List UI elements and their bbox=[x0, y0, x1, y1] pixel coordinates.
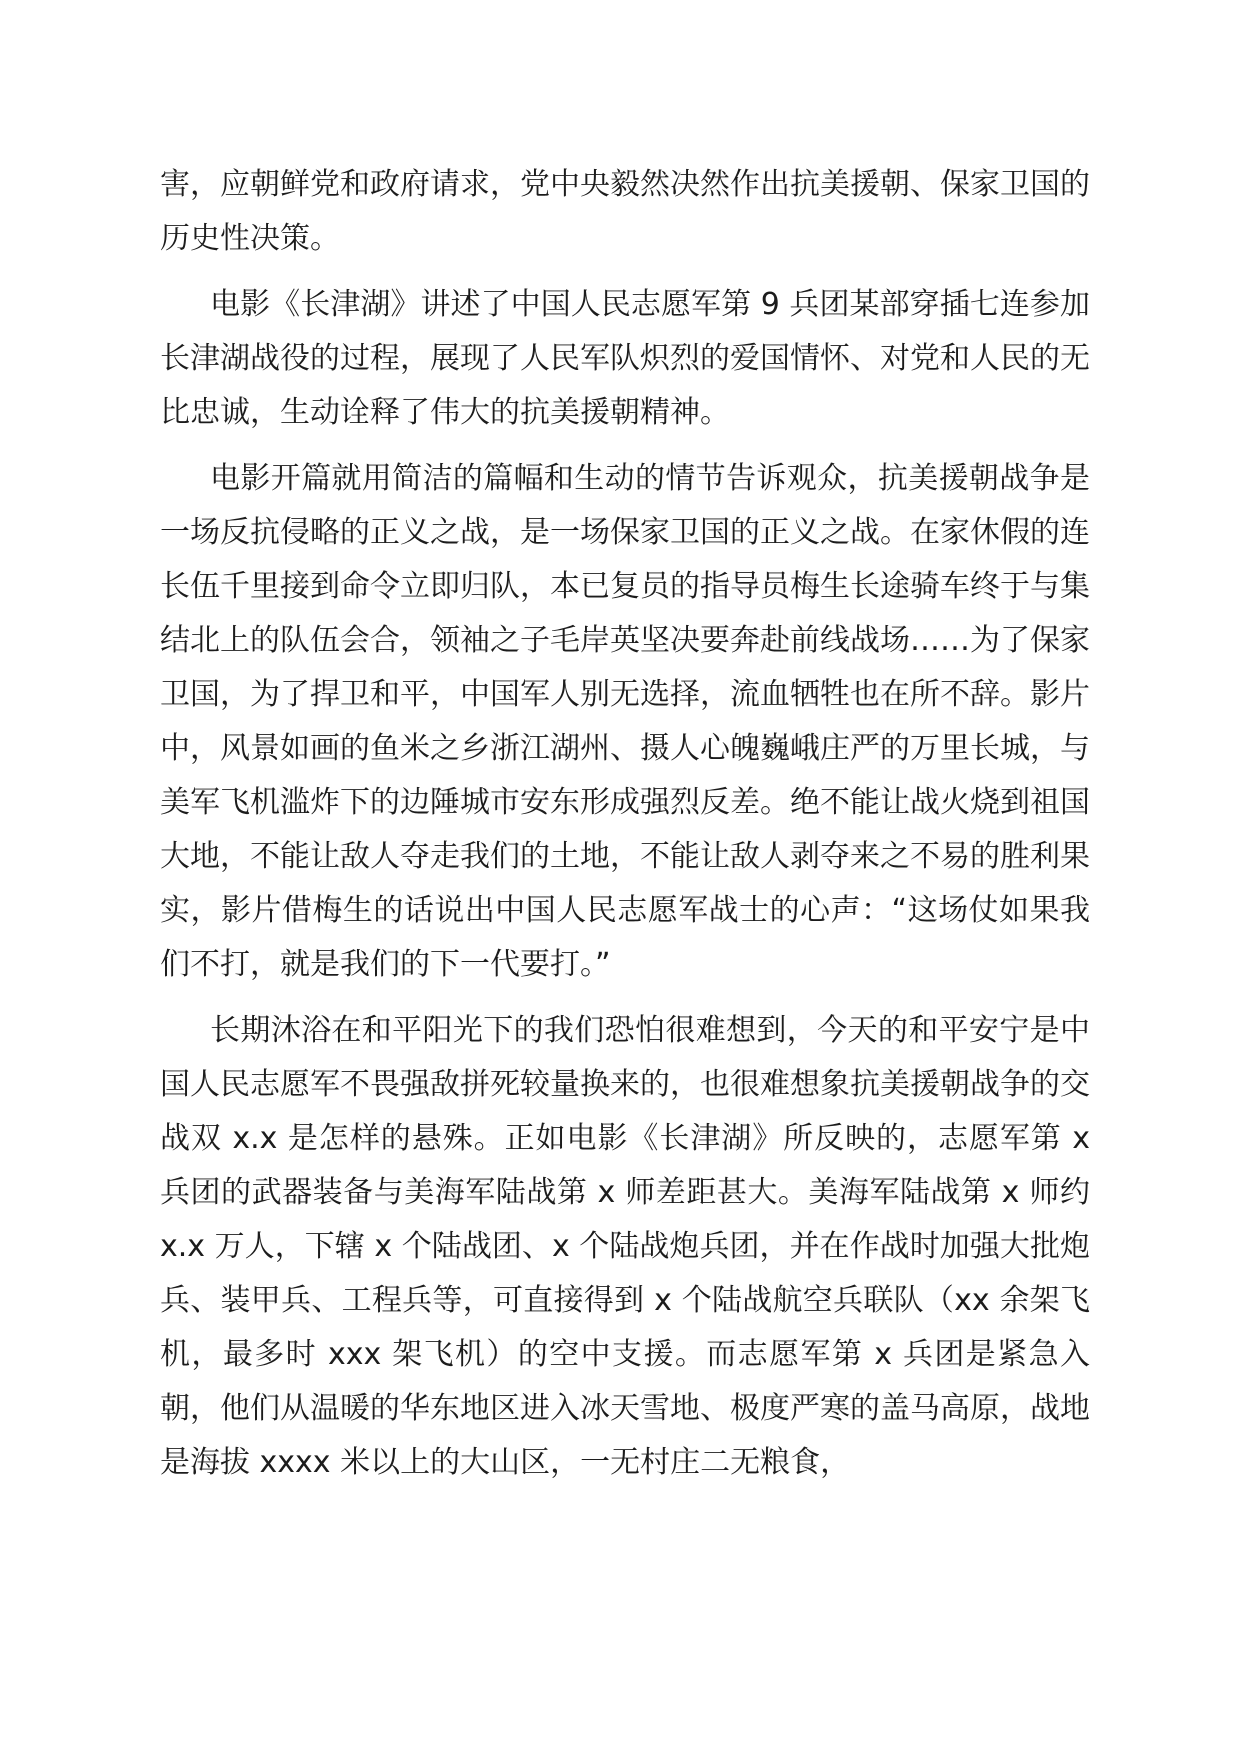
paragraph-1: 害，应朝鲜党和政府请求，党中央毅然决然作出抗美援朝、保家卫国的历史性决策。 bbox=[160, 167, 1090, 256]
document-page bbox=[160, 158, 1090, 1502]
paragraph-4: 长期沐浴在和平阳光下的我们恐怕很难想到，今天的和平安宁是中国人民志愿军不畏强敌拼死较量换来的，也很难想象抗美援朝战争的交战双 x.x 是怎样的悬殊。正如电影《长津湖》所反映的，志愿军第 x 兵团的武器装备与美海军陆战第 x 师差距甚大。美海军陆战第 x 师约 x.x 万人，下辖 x 个陆战团、x 个陆战炮兵团，并在作战时加强大批炮兵、装甲兵、工程兵等，可直接得到 x 个陆战航空兵联队（xx 余架飞机，最多时 xxx 架飞机）的空中支援。而志愿军第 x 兵团是紧急入朝，他们从温暖的华东地区进入冰天雪地、极度严寒的盖马高原，战地是海拔 xxxx 米以上的大山区，一无村庄二无粮食， bbox=[160, 1013, 1090, 1480]
paragraph-3: 电影开篇就用简洁的篇幅和生动的情节告诉观众，抗美援朝战争是一场反抗侵略的正义之战，是一场保家卫国的正义之战。在家休假的连长伍千里接到命令立即归队，本已复员的指导员梅生长途骑车终于与集结北上的队伍会合，领袖之子毛岸英坚决要奔赴前线战场……为了保家卫国，为了捍卫和平，中国军人别无选择，流血牺牲也在所不辞。影片中，风景如画的鱼米之乡浙江湖州、摄人心魄巍峨庄严的万里长城，与美军飞机滥炸下的边陲城市安东形成强烈反差。绝不能让战火烧到祖国大地，不能让敌人夺走我们的土地，不能让敌人剥夺来之不易的胜利果实，影片借梅生的话说出中国人民志愿军战士的心声：“这场仗如果我们不打，就是我们的下一代要打。” bbox=[160, 461, 1090, 982]
paragraph-2: 电影《长津湖》讲述了中国人民志愿军第 9 兵团某部穿插七连参加长津湖战役的过程，展现了人民军队炽烈的爱国情怀、对党和人民的无比忠诚，生动诠释了伟大的抗美援朝精神。 bbox=[160, 287, 1090, 430]
